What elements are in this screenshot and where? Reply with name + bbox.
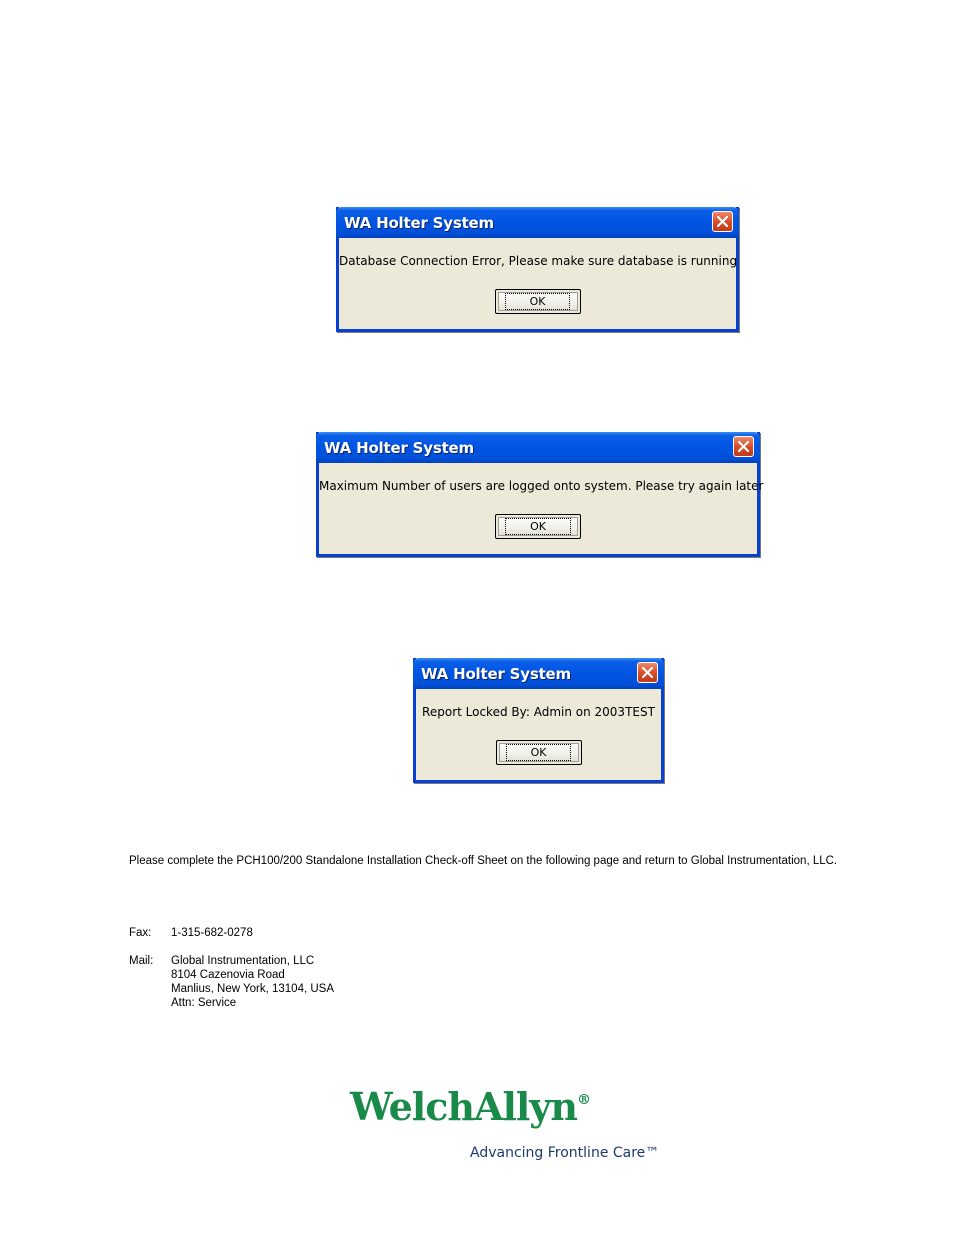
dialog-report-locked (413, 658, 664, 783)
close-icon (642, 667, 653, 678)
dialog-message: Report Locked By: Admin on 2003TEST (422, 705, 655, 719)
ok-button[interactable] (496, 740, 582, 765)
close-button[interactable] (712, 211, 733, 232)
mail-line: Manlius, New York, 13104, USA (171, 983, 335, 995)
close-icon (717, 216, 728, 227)
ok-button[interactable] (495, 289, 581, 314)
mail-address (171, 954, 334, 1010)
dialog-titlebar[interactable] (413, 658, 664, 689)
ok-button[interactable] (495, 514, 581, 539)
dialog-titlebar[interactable] (316, 432, 760, 463)
dialog-title: WA Holter System (324, 439, 474, 457)
fax-number: 1-315-682-0278 (171, 927, 253, 939)
dialog-message: Maximum Number of users are logged onto system. Please try again later (319, 479, 764, 493)
dialog-title: WA Holter System (421, 665, 571, 683)
dialog-message: Database Connection Error, Please make sure database is running (339, 254, 738, 268)
dialog-titlebar[interactable] (336, 207, 739, 238)
mail-line: 8104 Cazenovia Road (171, 969, 285, 981)
close-button[interactable] (733, 436, 754, 457)
dialog-database-error (336, 207, 739, 332)
logo-wordmark-text: WelchAllyn (350, 1084, 578, 1129)
close-button[interactable] (637, 662, 658, 683)
logo-tagline: Advancing Frontline Care™ (470, 1145, 660, 1161)
ok-button-label: OK (505, 293, 571, 310)
close-icon (738, 441, 749, 452)
dialog-title: WA Holter System (344, 214, 494, 232)
mail-line: Attn: Service (171, 997, 237, 1009)
registered-mark: ® (577, 1092, 591, 1108)
instructions-paragraph: Please complete the PCH100/200 Standalone Installation Check-off Sheet on the following page and return to Global Instrumentation, LLC. (129, 855, 838, 867)
welch-allyn-logo (350, 1084, 590, 1129)
fax-label: Fax: (129, 927, 152, 939)
ok-button-label: OK (506, 744, 572, 761)
mail-label: Mail: (129, 955, 154, 967)
mail-line: Global Instrumentation, LLC (171, 955, 315, 967)
dialog-max-users (316, 432, 764, 557)
ok-button-label: OK (505, 518, 571, 535)
